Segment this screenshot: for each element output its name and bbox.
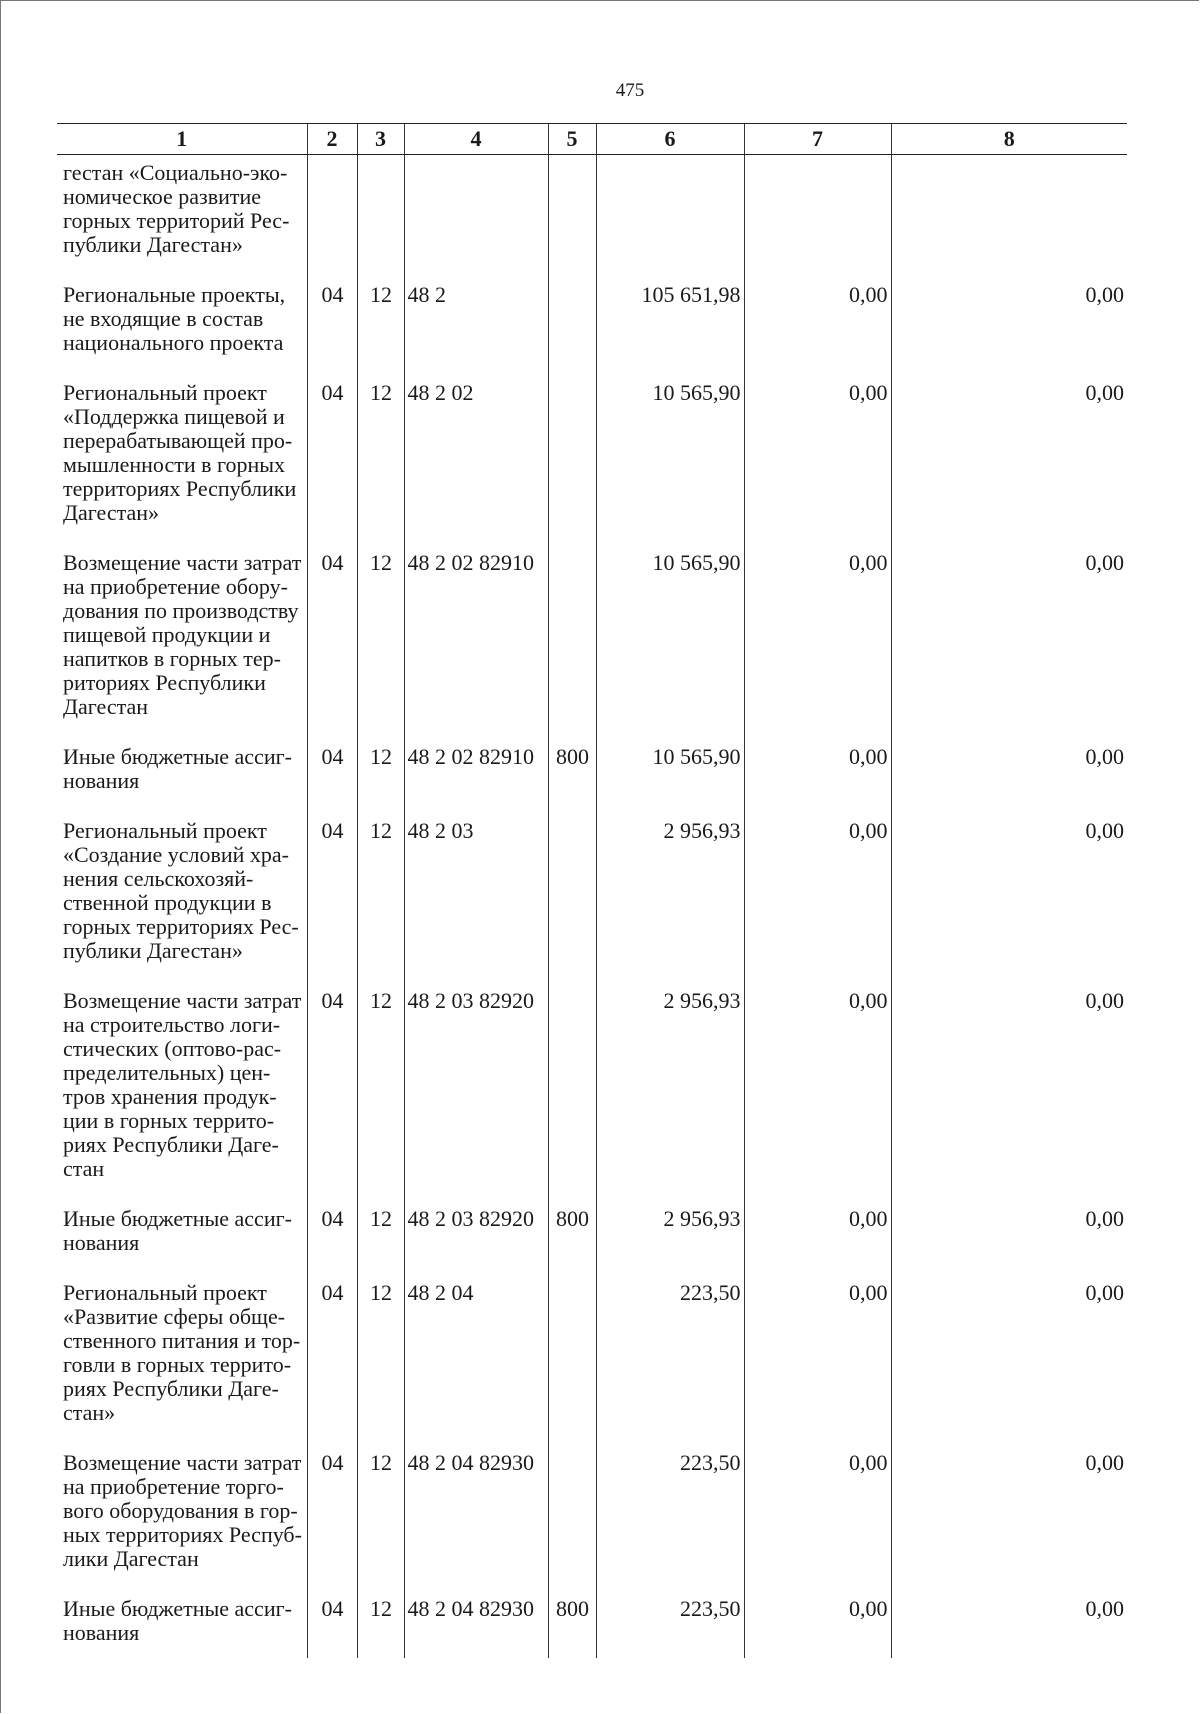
amount-2-cell: 0,00 <box>744 1194 891 1268</box>
row-name-line: горных территориях Рес- <box>63 914 299 939</box>
row-name-line: публики Дагестан» <box>63 232 243 257</box>
amount-3-cell <box>891 155 1127 271</box>
amount-cell: 10 565,90 <box>596 538 744 732</box>
table-row <box>57 270 1127 368</box>
row-name-cell <box>57 1194 307 1268</box>
row-name-line: не входящие в состав <box>63 306 264 331</box>
section-code-cell: 04 <box>307 806 357 976</box>
row-name-line: пределительных) цен- <box>63 1060 271 1085</box>
table-body <box>57 155 1127 1659</box>
subsection-code-cell: 12 <box>357 1438 404 1584</box>
row-name-line: нования <box>63 1230 140 1255</box>
table-row <box>57 538 1127 732</box>
amount-3-cell: 0,00 <box>891 1194 1127 1268</box>
row-name-line: на приобретение обору- <box>63 574 288 599</box>
row-name-line: горных территорий Рес- <box>63 208 290 233</box>
expense-type-cell <box>548 368 596 538</box>
row-name-line: напитков в горных тер- <box>63 646 281 671</box>
section-code-cell: 04 <box>307 1194 357 1268</box>
subsection-code-cell: 12 <box>357 1268 404 1438</box>
amount-2-cell: 0,00 <box>744 368 891 538</box>
row-name-line: Возмещение части затрат <box>63 1450 302 1475</box>
row-name-cell <box>57 732 307 806</box>
expense-type-cell <box>548 976 596 1194</box>
table-row <box>57 1584 1127 1658</box>
amount-3-cell: 0,00 <box>891 1438 1127 1584</box>
table-row <box>57 806 1127 976</box>
expense-type-cell <box>548 155 596 271</box>
amount-3-cell: 0,00 <box>891 368 1127 538</box>
subsection-code-cell: 12 <box>357 976 404 1194</box>
amount-cell: 2 956,93 <box>596 976 744 1194</box>
subsection-code-cell: 12 <box>357 1584 404 1658</box>
row-name-line: Иные бюджетные ассиг- <box>63 744 292 769</box>
row-name-line: Дагестан <box>63 694 149 719</box>
amount-cell: 2 956,93 <box>596 806 744 976</box>
subsection-code-cell <box>357 155 404 271</box>
row-name-line: Дагестан» <box>63 500 160 525</box>
target-article-cell: 48 2 02 82910 <box>404 538 548 732</box>
amount-3-cell: 0,00 <box>891 1584 1127 1658</box>
row-name-cell <box>57 976 307 1194</box>
row-name-line: ных территориях Респуб- <box>63 1522 302 1547</box>
section-code-cell: 04 <box>307 732 357 806</box>
row-name-line: «Развитие сферы обще- <box>63 1304 286 1329</box>
section-code-cell: 04 <box>307 1268 357 1438</box>
target-article-cell: 48 2 02 <box>404 368 548 538</box>
header-col-4: 4 <box>404 124 548 155</box>
header-row <box>57 124 1127 155</box>
amount-3-cell: 0,00 <box>891 732 1127 806</box>
header-col-2: 2 <box>307 124 357 155</box>
amount-2-cell: 0,00 <box>744 1584 891 1658</box>
target-article-cell: 48 2 04 82930 <box>404 1438 548 1584</box>
row-name-line: Региональный проект <box>63 380 267 405</box>
row-name-line: говли в горных террито- <box>63 1352 292 1377</box>
amount-2-cell: 0,00 <box>744 538 891 732</box>
row-name-line: Возмещение части затрат <box>63 550 302 575</box>
row-name-cell <box>57 1438 307 1584</box>
row-name-line: риториях Республики <box>63 670 266 695</box>
row-name-cell <box>57 1268 307 1438</box>
row-name-cell <box>57 270 307 368</box>
amount-cell: 10 565,90 <box>596 732 744 806</box>
subsection-code-cell: 12 <box>357 368 404 538</box>
table-row <box>57 1438 1127 1584</box>
target-article-cell: 48 2 04 82930 <box>404 1584 548 1658</box>
section-code-cell: 04 <box>307 270 357 368</box>
amount-2-cell: 0,00 <box>744 1438 891 1584</box>
row-name-cell <box>57 1584 307 1658</box>
expense-type-cell: 800 <box>548 1194 596 1268</box>
amount-3-cell: 0,00 <box>891 270 1127 368</box>
row-name-line: публики Дагестан» <box>63 938 243 963</box>
row-name-line: риях Республики Даге- <box>63 1132 279 1157</box>
target-article-cell: 48 2 03 <box>404 806 548 976</box>
amount-2-cell <box>744 155 891 271</box>
row-name-cell <box>57 806 307 976</box>
row-name-line: нования <box>63 768 140 793</box>
header-col-1: 1 <box>57 124 307 155</box>
subsection-code-cell: 12 <box>357 732 404 806</box>
expense-type-cell <box>548 538 596 732</box>
row-name-line: стан <box>63 1156 105 1181</box>
row-name-line: ции в горных террито- <box>63 1108 275 1133</box>
row-name-line: ственного питания и тор- <box>63 1328 301 1353</box>
row-name-line: Возмещение части затрат <box>63 988 302 1013</box>
row-name-line: риях Республики Даге- <box>63 1376 279 1401</box>
row-name-line: пищевой продукции и <box>63 622 271 647</box>
amount-2-cell: 0,00 <box>744 806 891 976</box>
subsection-code-cell: 12 <box>357 1194 404 1268</box>
row-name-line: «Создание условий хра- <box>63 842 290 867</box>
expense-type-cell <box>548 1438 596 1584</box>
expense-type-cell: 800 <box>548 1584 596 1658</box>
amount-cell: 223,50 <box>596 1268 744 1438</box>
row-name-line: стан» <box>63 1400 116 1425</box>
row-name-line: Иные бюджетные ассиг- <box>63 1596 292 1621</box>
amount-3-cell: 0,00 <box>891 538 1127 732</box>
expense-type-cell <box>548 806 596 976</box>
target-article-cell: 48 2 03 82920 <box>404 976 548 1194</box>
amount-cell: 2 956,93 <box>596 1194 744 1268</box>
amount-3-cell: 0,00 <box>891 976 1127 1194</box>
row-name-line: Региональные проекты, <box>63 282 286 307</box>
section-code-cell: 04 <box>307 368 357 538</box>
amount-2-cell: 0,00 <box>744 270 891 368</box>
amount-cell: 10 565,90 <box>596 368 744 538</box>
row-name-line: лики Дагестан <box>63 1546 199 1571</box>
amount-cell: 223,50 <box>596 1584 744 1658</box>
amount-cell: 105 651,98 <box>596 270 744 368</box>
section-code-cell <box>307 155 357 271</box>
table-row <box>57 368 1127 538</box>
header-col-6: 6 <box>596 124 744 155</box>
subsection-code-cell: 12 <box>357 270 404 368</box>
amount-2-cell: 0,00 <box>744 732 891 806</box>
section-code-cell: 04 <box>307 1438 357 1584</box>
section-code-cell: 04 <box>307 976 357 1194</box>
header-col-3: 3 <box>357 124 404 155</box>
expense-type-cell <box>548 270 596 368</box>
table-row <box>57 155 1127 271</box>
subsection-code-cell: 12 <box>357 806 404 976</box>
header-col-8: 8 <box>891 124 1127 155</box>
target-article-cell: 48 2 02 82910 <box>404 732 548 806</box>
target-article-cell: 48 2 04 <box>404 1268 548 1438</box>
row-name-line: Иные бюджетные ассиг- <box>63 1206 292 1231</box>
row-name-line: мышленности в горных <box>63 452 286 477</box>
expense-type-cell: 800 <box>548 732 596 806</box>
amount-3-cell: 0,00 <box>891 1268 1127 1438</box>
target-article-cell: 48 2 <box>404 270 548 368</box>
row-name-cell <box>57 538 307 732</box>
row-name-line: тров хранения продук- <box>63 1084 277 1109</box>
row-name-cell <box>57 368 307 538</box>
row-name-line: национального проекта <box>63 330 284 355</box>
row-name-line: нования <box>63 1620 140 1645</box>
section-code-cell: 04 <box>307 1584 357 1658</box>
section-code-cell: 04 <box>307 538 357 732</box>
row-name-line: Региональный проект <box>63 1280 267 1305</box>
amount-2-cell: 0,00 <box>744 1268 891 1438</box>
row-name-line: на строительство логи- <box>63 1012 281 1037</box>
subsection-code-cell: 12 <box>357 538 404 732</box>
row-name-line: «Поддержка пищевой и <box>63 404 285 429</box>
expense-type-cell <box>548 1268 596 1438</box>
row-name-line: вого оборудования в гор- <box>63 1498 298 1523</box>
amount-cell: 223,50 <box>596 1438 744 1584</box>
row-name-cell <box>57 155 307 271</box>
amount-3-cell: 0,00 <box>891 806 1127 976</box>
row-name-line: Региональный проект <box>63 818 267 843</box>
row-name-line: гестан «Социально-эко- <box>63 160 288 185</box>
table-row <box>57 976 1127 1194</box>
amount-cell <box>596 155 744 271</box>
page-number: 475 <box>615 80 645 101</box>
row-name-line: на приобретение торго- <box>63 1474 284 1499</box>
budget-table <box>57 123 1127 1658</box>
row-name-line: нения сельскохозяй- <box>63 866 254 891</box>
row-name-line: номическое развитие <box>63 184 262 209</box>
header-col-5: 5 <box>548 124 596 155</box>
row-name-line: перерабатывающей про- <box>63 428 293 453</box>
row-name-line: территориях Республики <box>63 476 297 501</box>
table-row <box>57 1194 1127 1268</box>
row-name-line: дования по производству <box>63 598 299 623</box>
target-article-cell: 48 2 03 82920 <box>404 1194 548 1268</box>
target-article-cell <box>404 155 548 271</box>
amount-2-cell: 0,00 <box>744 976 891 1194</box>
table-row <box>57 1268 1127 1438</box>
header-col-7: 7 <box>744 124 891 155</box>
row-name-line: ственной продукции в <box>63 890 272 915</box>
table-row <box>57 732 1127 806</box>
row-name-line: стических (оптово-рас- <box>63 1036 282 1061</box>
